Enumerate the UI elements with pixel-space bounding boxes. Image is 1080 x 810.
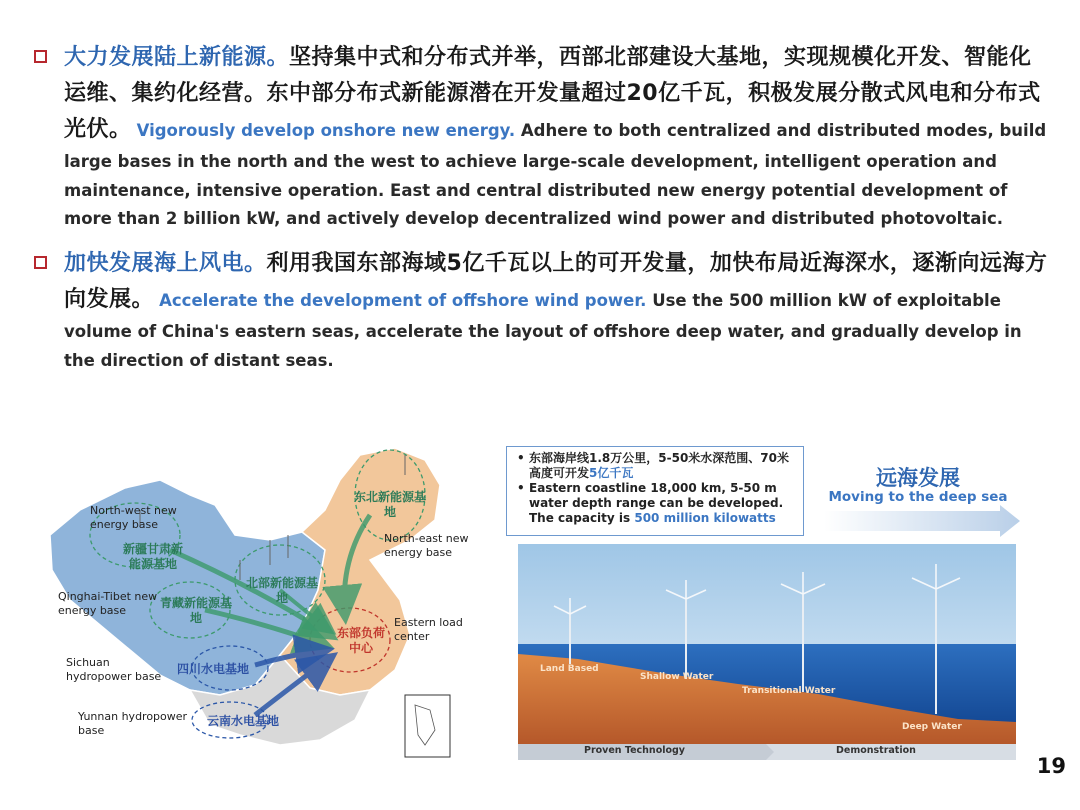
zone-deep-label: Deep Water [902, 722, 962, 732]
qt-base-cn-label: 青藏新能源基地 [160, 596, 233, 625]
nw-base-en-label: North-west new energy base [90, 504, 177, 531]
north-base-cn-label: 北部新能源基地 [245, 576, 318, 605]
bullet-en-body: Use the 500 million kW of exploitable volume of China's eastern seas, accelerate the layout of offshore deep water, and gradually develop in the direction of distant seas. [64, 291, 1022, 370]
info-line-en-text: Eastern coastline 18,000 km, 5-50 m water depth range can be developed. The capacity is [529, 481, 784, 525]
info-line-en [515, 481, 795, 526]
page-number: 19 [1036, 754, 1066, 778]
bullet-en-text [64, 291, 1022, 370]
sc-base-en-label: Sichuan hydropower base [66, 656, 162, 683]
bullet-cn-body: 坚持集中式和分布式并举，西部北部建设大基地，实现规模化开发、智能化运维、集约化经营。东中部分布式新能源潜在开发量超过20亿千瓦，积极发展分散式风电和分布式光伏。 [64, 45, 1041, 142]
bullet-square-icon [34, 50, 47, 63]
bullet-en-highlight: Accelerate the development of offshore wind power. [159, 291, 647, 310]
zone-shallow-label: Shallow Water [640, 672, 714, 682]
info-line-cn [515, 451, 795, 481]
bullet-square-icon [34, 256, 47, 269]
bullet-onshore [34, 40, 1054, 234]
info-line-cn-highlight: 5亿千瓦 [589, 466, 634, 480]
east-load-en-label: Eastern load center [394, 616, 463, 643]
zone-transitional-label: Transitional Water [742, 686, 836, 696]
far-sea-heading [820, 460, 1016, 540]
ne-base-cn-label: 东北新能源基地 [354, 490, 427, 519]
demonstration-label: Demonstration [836, 745, 916, 756]
right-arrow-icon [824, 505, 1020, 537]
bullet-en-highlight: Vigorously develop onshore new energy. [136, 121, 516, 140]
bullet-offshore [34, 246, 1054, 375]
china-energy-base-map [40, 440, 500, 770]
info-line-cn-text: 东部海岸线1.8万公里，5-50米水深范围、70米高度可开发 [529, 451, 789, 480]
proven-technology-label: Proven Technology [584, 745, 686, 756]
nw-base-cn-label: 新疆甘肃新能源基地 [122, 542, 183, 571]
info-line-en-highlight: 500 million kilowatts [634, 511, 776, 525]
far-sea-cn-title: 远海发展 [876, 466, 960, 490]
sc-base-cn-label: 四川水电基地 [176, 662, 249, 676]
far-sea-en-title: Moving to the deep sea [828, 489, 1008, 505]
offshore-info-box [506, 446, 804, 536]
zone-land-label: Land Based [540, 664, 599, 674]
bullet-cn-body: 利用我国东部海域5亿千瓦以上的可开发量，加快布局近海深水，逐渐向远海方向发展。 [64, 251, 1048, 312]
offshore-wind-illustration [518, 544, 1016, 760]
yn-base-en-label: Yunnan hydropower base [78, 710, 188, 737]
ne-base-en-label: North-east new energy base [384, 532, 469, 559]
bullet-en-body: Adhere to both centralized and distributed modes, build large bases in the north and the west to achieve large-scale development, intelligent operation and maintenance, intensive operation. East and central distributed new energy potential development of more than 2 billion kW, and actively develop decentralized wind power and distributed photovoltaic. [64, 121, 1047, 228]
bullet-cn-highlight: 加快发展海上风电。 [64, 251, 267, 276]
bullet-cn-highlight: 大力发展陆上新能源。 [64, 45, 290, 70]
yn-base-cn-label: 云南水电基地 [206, 714, 279, 728]
bullet-en-text [64, 121, 1046, 228]
east-load-cn-label: 东部负荷中心 [336, 626, 385, 655]
qt-base-en-label: Qinghai-Tibet new energy base [58, 590, 158, 617]
